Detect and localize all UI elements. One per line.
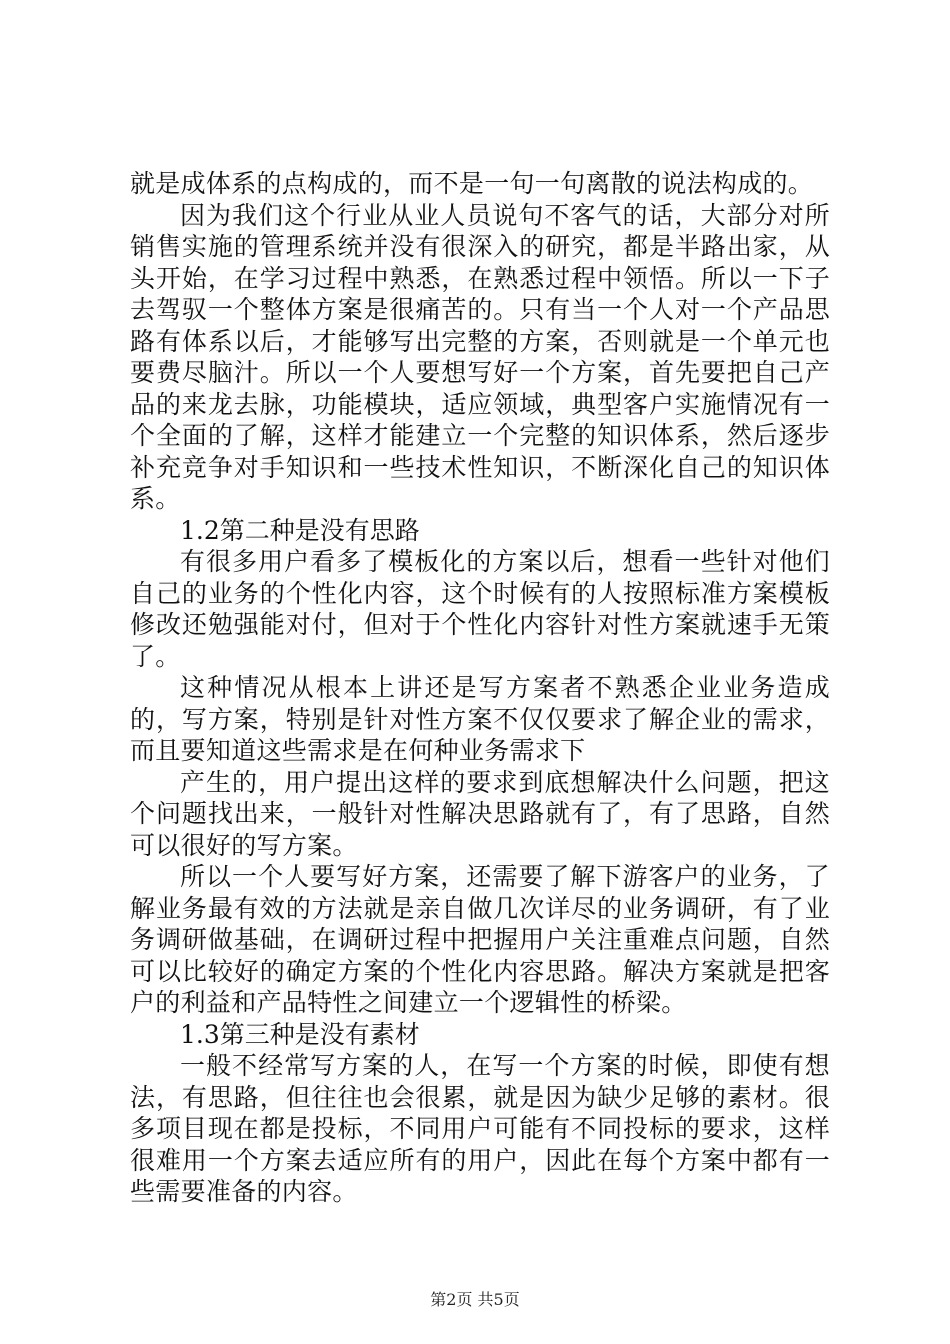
- paragraph: 有很多用户看多了模板化的方案以后，想看一些针对他们自己的业务的个性化内容，这个时候有的人按照标准方案模板修改还勉强能对付，但对于个性化内容针对性方案就速手无策了。: [130, 547, 830, 671]
- paragraph: 这种情况从根本上讲还是写方案者不熟悉企业业务造成的，写方案，特别是针对性方案不仅仅要求了解企业的需求，而且要知道这些需求是在何种业务需求下: [130, 673, 830, 765]
- page-number-footer: 第2页 共5页: [430, 1290, 520, 1309]
- document-body: [130, 168, 830, 1208]
- section-heading: 1.2第二种是没有思路: [180, 515, 420, 545]
- paragraph: 一般不经常写方案的人，在写一个方案的时候，即使有想法，有思路，但往往也会很累，就是因为缺少足够的素材。很多项目现在都是投标，不同用户可能有不同投标的要求，这样很难用一个方案去适应所有的用户，因此在每个方案中都有一些需要准备的内容。: [130, 1051, 830, 1206]
- paragraph: 产生的，用户提出这样的要求到底想解决什么问题，把这个问题找出来，一般针对性解决思路就有了，有了思路，自然可以很好的写方案。: [130, 767, 830, 860]
- paragraph: 因为我们这个行业从业人员说句不客气的话，大部分对所销售实施的管理系统并没有很深入的研究，都是半路出家，从头开始，在学习过程中熟悉，在熟悉过程中领悟。所以一下子去驾驭一个整体方案是很痛苦的。只有当一个人对一个产品思路有体系以后，才能够写出完整的方案，否则就是一个单元也要费尽脑汁。所以一个人要想写好一个方案，首先要把自己产品的来龙去脉，功能模块，适应领域，典型客户实施情况有一个全面的了解，这样才能建立一个完整的知识体系，然后逐步补充竞争对手知识和一些技术性知识，不断深化自己的知识体系。: [130, 200, 830, 513]
- section-heading: 1.3第三种是没有素材: [180, 1019, 420, 1049]
- paragraph: 所以一个人要写好方案，还需要了解下游客户的业务，了解业务最有效的方法就是亲自做几次详尽的业务调研，有了业务调研做基础，在调研过程中把握用户关注重难点问题，自然可以比较好的确定方案的个性化内容思路。解决方案就是把客户的利益和产品特性之间建立一个逻辑性的桥梁。: [130, 862, 830, 1017]
- paragraph: 就是成体系的点构成的，而不是一句一句离散的说法构成的。: [130, 169, 814, 198]
